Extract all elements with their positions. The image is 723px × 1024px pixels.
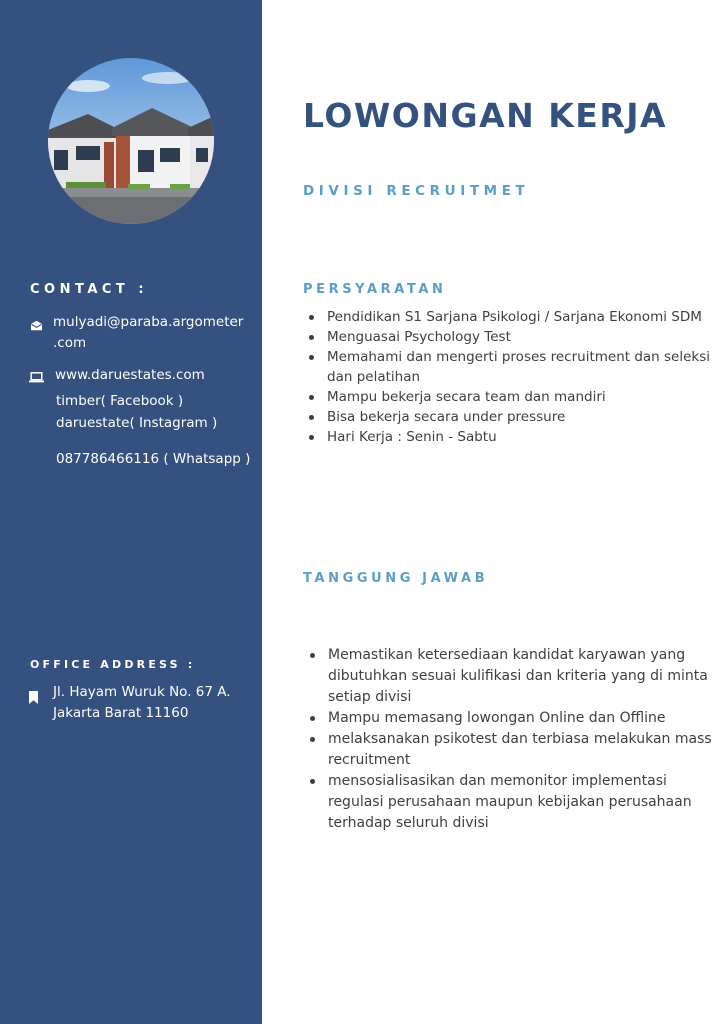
contact-email[interactable]	[53, 312, 243, 354]
contact-whatsapp[interactable]: 087786466116 ( Whatsapp )	[56, 451, 251, 467]
bookmark-icon	[29, 689, 38, 708]
sidebar	[0, 0, 262, 1024]
list-item: Hari Kerja : Senin - Sabtu	[304, 427, 714, 447]
laptop-icon	[29, 368, 44, 387]
responsibilities-heading: TANGGUNG JAWAB	[303, 571, 489, 586]
office-address	[53, 682, 231, 724]
list-item: melaksanakan psikotest dan terbiasa melakukan mass recruitment	[305, 729, 717, 771]
list-item: Memahami dan mengerti proses recruitment dan seleksi dan pelatihan	[304, 347, 714, 387]
responsibilities-list	[305, 645, 717, 834]
list-item: Memastikan ketersediaan kandidat karyawan yang dibutuhkan sesuai kulifikasi dan kriteria yang di minta setiap divisi	[305, 645, 717, 708]
contact-instagram[interactable]: daruestate( Instagram )	[56, 415, 218, 431]
office-address-line2: Jakarta Barat 11160	[53, 705, 189, 721]
house-photo	[48, 58, 214, 224]
list-item: Mampu bekerja secara team dan mandiri	[304, 387, 714, 407]
contact-email-line1: mulyadi@paraba.argometer	[53, 314, 244, 330]
requirements-list	[304, 307, 714, 447]
list-item: Menguasai Psychology Test	[304, 327, 714, 347]
list-item: mensosialisasikan dan memonitor implementasi regulasi perusahaan maupun kebijakan perusahaan terhadap seluruh divisi	[305, 771, 717, 834]
contact-facebook[interactable]: timber( Facebook )	[56, 393, 184, 409]
office-address-heading: OFFICE ADDRESS :	[30, 658, 196, 671]
page-title: LOWONGAN KERJA	[303, 96, 668, 135]
office-address-line1: Jl. Hayam Wuruk No. 67 A.	[53, 684, 231, 700]
page-subtitle: DIVISI RECRUITMET	[303, 183, 530, 199]
list-item: Bisa bekerja secara under pressure	[304, 407, 714, 427]
requirements-heading: PERSYARATAN	[303, 282, 447, 297]
contact-email-line2: .com	[53, 335, 87, 351]
contact-website[interactable]: www.daruestates.com	[55, 367, 205, 383]
list-item: Pendidikan S1 Sarjana Psikologi / Sarjana Ekonomi SDM	[304, 307, 714, 327]
list-item: Mampu memasang lowongan Online dan Offline	[305, 708, 717, 729]
envelope-icon	[30, 316, 43, 335]
contact-heading: CONTACT :	[30, 282, 149, 297]
